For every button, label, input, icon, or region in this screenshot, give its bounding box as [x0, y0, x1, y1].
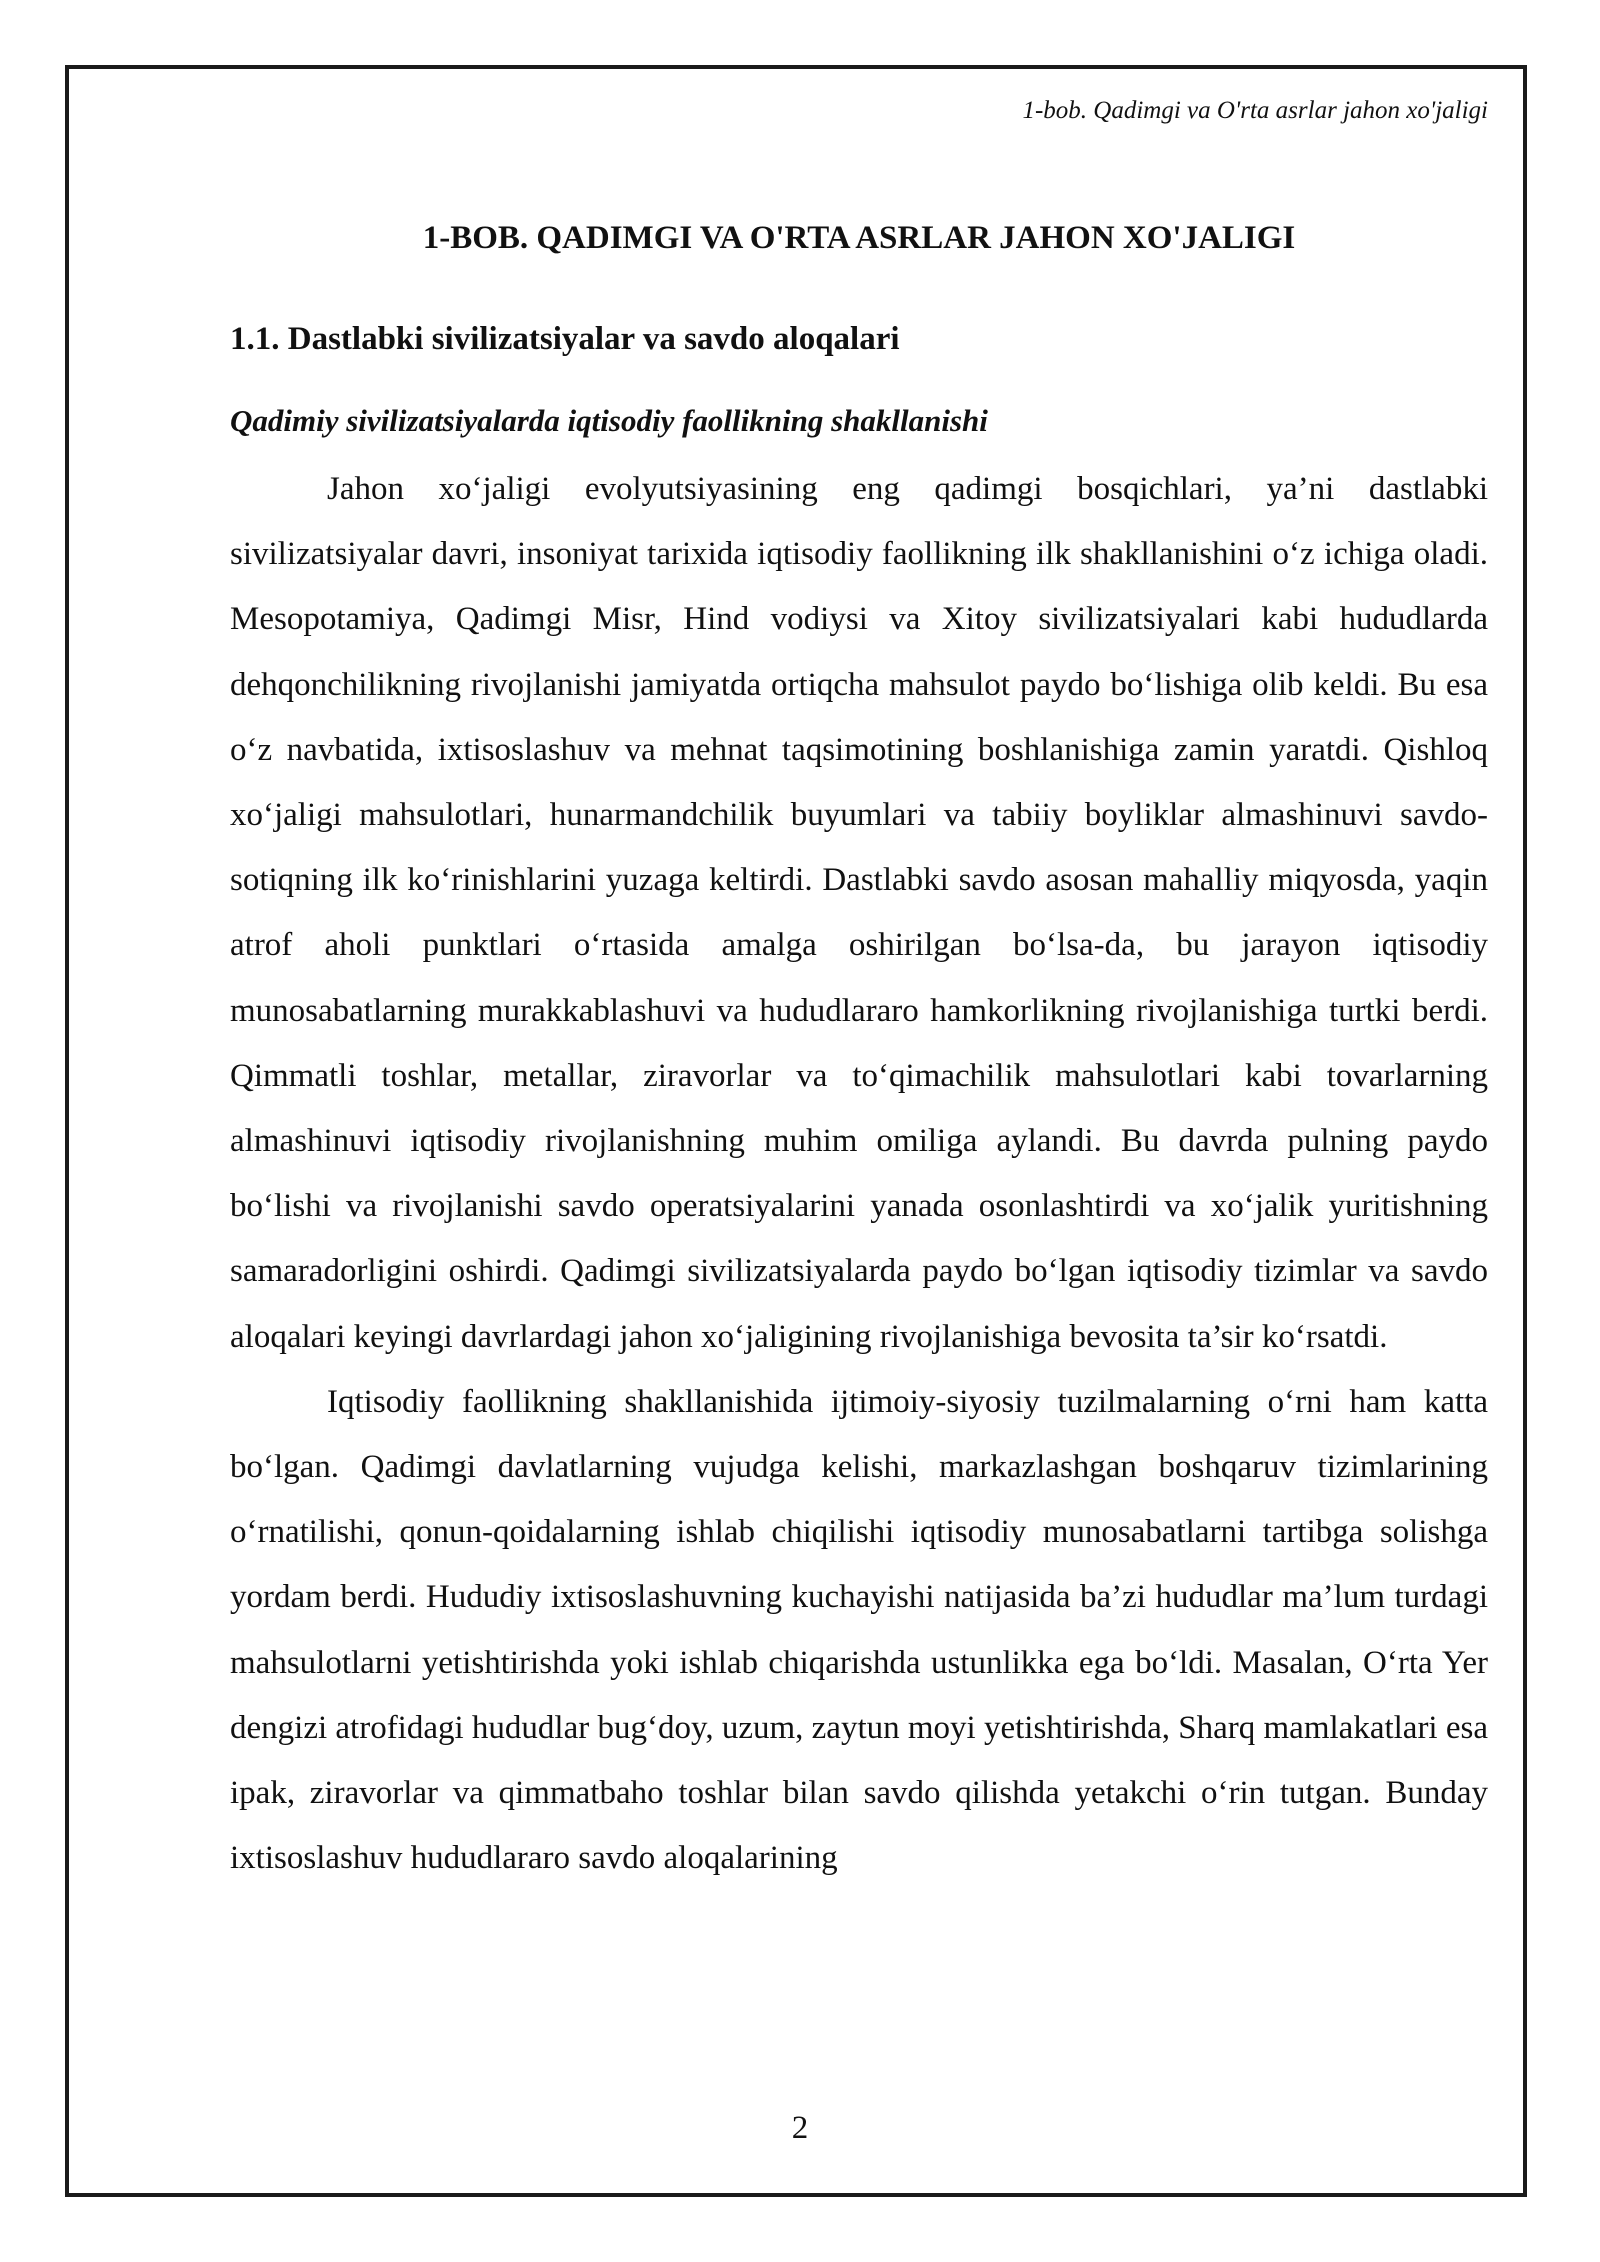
page-content — [230, 205, 1488, 1891]
subsection-title: Qadimiy sivilizatsiyalarda iqtisodiy faollikning shakllanishi — [230, 403, 988, 438]
section-title: 1.1. Dastlabki sivilizatsiyalar va savdo aloqalari — [230, 321, 900, 357]
body-paragraph: Jahon xo‘jaligi evolyutsiyasining eng qadimgi bosqichlari, ya’ni dastlabki sivilizatsiyalar davri, insoniyat tarixida iqtisodiy faollikning ilk shakllanishini o‘z ichiga oladi. Mesopotamiya, Qadimgi Misr, Hind vodiysi va Xitoy sivilizatsiyalari kabi hududlarda dehqonchilikning rivojlanishi jamiyatda ortiqcha mahsulot paydo bo‘lishiga olib keldi. Bu esa o‘z navbatida, ixtisoslashuv va mehnat taqsimotining boshlanishiga zamin yaratdi. Qishloq xo‘jaligi mahsulotlari, hunarmandchilik buyumlari va tabiiy boyliklar almashinuvi savdo-sotiqning ilk ko‘rinishlarini yuzaga keltirdi. Dastlabki savdo asosan mahalliy miqyosda, yaqin atrof aholi punktlari o‘rtasida amalga oshirilgan bo‘lsa-da, bu jarayon iqtisodiy munosabatlarning murakkablashuvi va hududlararo hamkorlikning rivojlanishiga turtki berdi. Qimmatli toshlar, metallar, ziravorlar va to‘qimachilik mahsulotlari kabi tovarlarning almashinuvi iqtisodiy rivojlanishning muhim omiliga aylandi. Bu davrda pulning paydo bo‘lishi va rivojlanishi savdo operatsiyalarini yanada osonlashtirdi va xo‘jalik yuritishning samaradorligini oshirdi. Qadimgi sivilizatsiyalarda paydo bo‘lgan iqtisodiy tizimlar va savdo aloqalari keyingi davrlardagi jahon xo‘jaligining rivojlanishiga bevosita ta’sir ko‘rsatdi. — [230, 471, 1488, 1355]
page-number: 2 — [791, 2110, 809, 2146]
body-paragraph: Iqtisodiy faollikning shakllanishida ijtimoiy-siyosiy tuzilmalarning o‘rni ham katta bo‘lgan. Qadimgi davlatlarning vujudga kelishi, markazlashgan boshqaruv tizimlarining o‘rnatilishi, qonun-qoidalarning ishlab chiqilishi iqtisodiy munosabatlarni tartibga solishga yordam berdi. Hududiy ixtisoslashuvning kuchayishi natijasida ba’zi hududlar ma’lum turdagi mahsulotlarni yetishtirishda yoki ishlab chiqarishda ustunlikka ega bo‘ldi. Masalan, O‘rta Yer dengizi atrofidagi hududlar bug‘doy, uzum, zaytun moyi yetishtirishda, Sharq mamlakatlari esa ipak, ziravorlar va qimmatbaho toshlar bilan savdo qilishda yetakchi o‘rin tutgan. Bunday ixtisoslashuv hududlararo savdo aloqalarining — [230, 1383, 1488, 1877]
chapter-title: 1-BOB. QADIMGI VA O'RTA ASRLAR JAHON XO'JALIGI — [422, 220, 1296, 256]
running-header: 1-bob. Qadimgi va O'rta asrlar jahon xo'jaligi — [1022, 97, 1488, 124]
